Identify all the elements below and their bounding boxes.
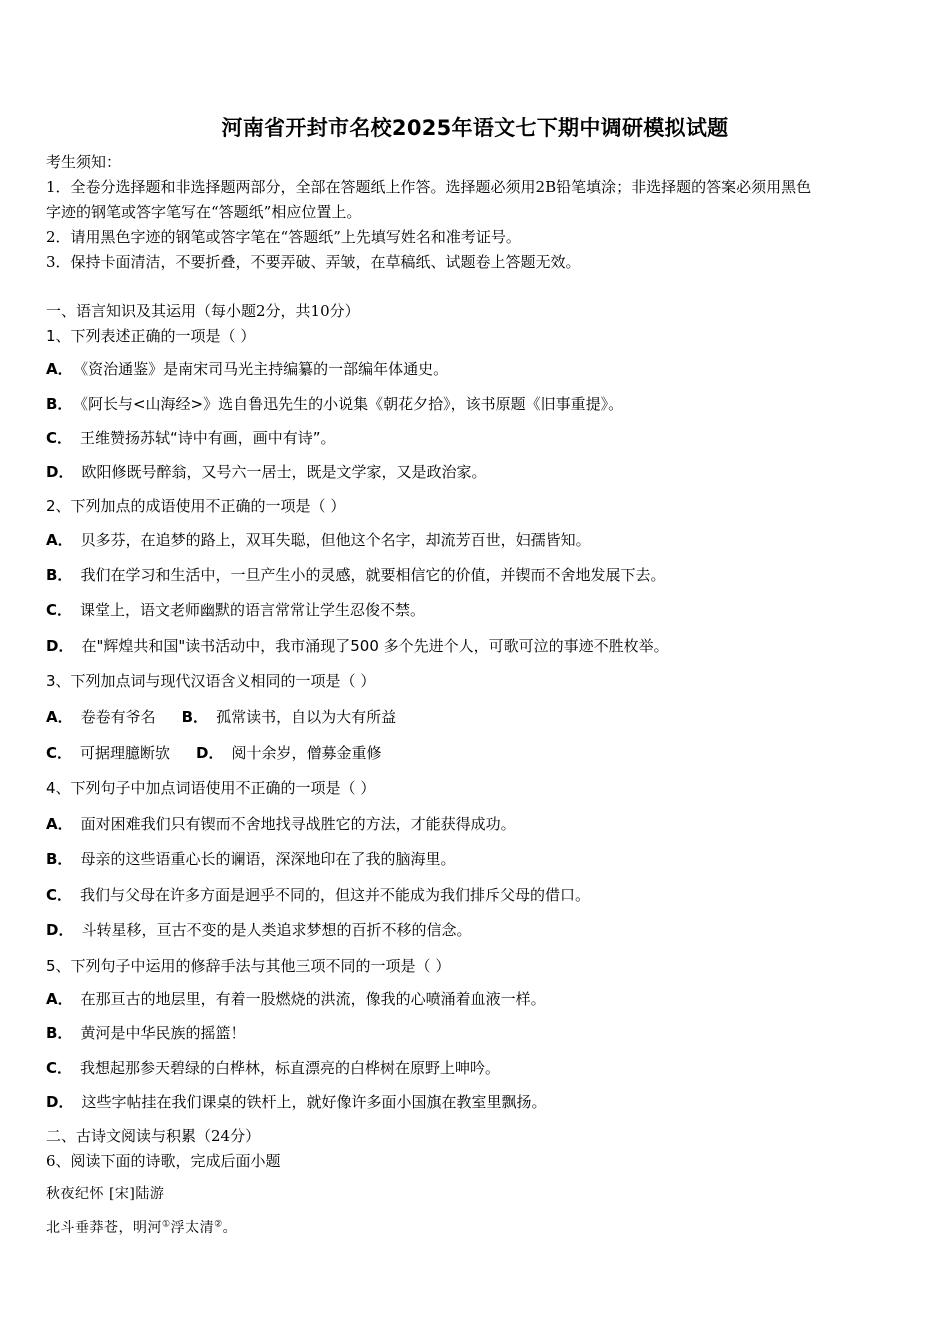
option-label: A． xyxy=(46,708,73,726)
question-2-option-c xyxy=(46,600,906,620)
question-5-option-c xyxy=(46,1058,906,1078)
option-text: 王维赞扬苏轼“诗中有画，画中有诗”。 xyxy=(80,429,336,447)
option-label: C． xyxy=(46,1059,73,1077)
question-2-option-a xyxy=(46,530,906,550)
option-label: D． xyxy=(196,744,224,762)
option-text: 在那亘古的地层里，有着一股燃烧的洪流，像我的心喷涌着血液一样。 xyxy=(80,990,546,1008)
question-5-stem: 5、下列句子中运用的修辞手法与其他三项不同的一项是（ ） xyxy=(46,957,451,975)
option-text: 黄河是中华民族的摇篮！ xyxy=(80,1024,246,1042)
option-label: B． xyxy=(46,1024,73,1042)
footnote-marker: ② xyxy=(214,1219,223,1230)
option-label: B． xyxy=(46,566,73,584)
option-text: 孤常读书，自以为大有所益 xyxy=(216,708,397,726)
option-label: A． xyxy=(46,531,73,549)
section-1-heading: 一、语言知识及其运用（每小题2分，共10分） xyxy=(46,302,360,320)
option-label: D． xyxy=(46,463,74,481)
option-text: 阅十余岁，僧募金重修 xyxy=(231,744,382,762)
section-2-heading: 二、古诗文阅读与积累（24分） xyxy=(46,1127,261,1145)
question-2-option-d xyxy=(46,636,906,656)
option-text: 面对困难我们只有锲而不舍地找寻战胜它的方法，才能获得成功。 xyxy=(80,815,516,833)
option-text: 我们在学习和生活中，一旦产生小的灵感，就要相信它的价值，并锲而不舍地发展下去。 xyxy=(80,566,666,584)
question-3-options-cd xyxy=(46,743,906,763)
option-text: 课堂上，语文老师幽默的语言常常让学生忍俊不禁。 xyxy=(80,601,426,619)
option-text: 我们与父母在许多方面是迥乎不同的，但这并不能成为我们排斥父母的借口。 xyxy=(80,886,591,904)
option-text: 贝多芬，在追梦的路上，双耳失聪，但他这个名字，却流芳百世，妇孺皆知。 xyxy=(80,531,591,549)
notice-heading: 考生须知： xyxy=(46,153,122,171)
page-title: 河南省开封市名校2025年语文七下期中调研模拟试题 xyxy=(221,116,729,140)
option-label: C． xyxy=(46,744,73,762)
option-text: 卷卷有爷名 xyxy=(80,708,156,726)
question-5-option-b xyxy=(46,1023,906,1043)
question-4-stem: 4、下列句子中加点词语使用不正确的一项是（ ） xyxy=(46,779,376,797)
option-text: 我想起那参天碧绿的白桦林，标直漂亮的白桦树在原野上呻吟。 xyxy=(80,1059,501,1077)
question-1-option-d xyxy=(46,462,906,482)
question-1-option-b xyxy=(46,394,906,414)
option-text: 《阿长与<山海经>》选自鲁迅先生的小说集《朝花夕拾》，该书原题《旧事重提》。 xyxy=(80,395,624,413)
option-text: 可据理臆断欤 xyxy=(80,744,171,762)
question-4-option-d xyxy=(46,920,906,940)
question-5-option-a xyxy=(46,989,906,1009)
question-4-option-a xyxy=(46,814,906,834)
option-label: C． xyxy=(46,429,73,447)
poem-text: 北斗垂莽苍，明河 xyxy=(46,1220,162,1236)
option-text: 欧阳修既号醉翁，又号六一居士，既是文学家，又是政治家。 xyxy=(81,463,487,481)
question-4-option-c xyxy=(46,885,906,905)
question-5-option-d xyxy=(46,1092,906,1112)
option-label: B． xyxy=(46,850,73,868)
question-2-stem: 2、下列加点的成语使用不正确的一项是（ ） xyxy=(46,497,346,515)
option-label: D． xyxy=(46,1093,74,1111)
option-text: 《资治通鉴》是南宋司马光主持编纂的一部编年体通史。 xyxy=(80,360,449,378)
notice-item-2: 2．请用黑色字迹的钢笔或答字笔在“答题纸”上先填写姓名和准考证号。 xyxy=(46,228,521,246)
poem-text: 浮太清 xyxy=(170,1220,215,1236)
poem-text: 。 xyxy=(222,1220,238,1236)
question-1-option-a xyxy=(46,359,906,379)
option-label: C． xyxy=(46,886,73,904)
question-4-option-b xyxy=(46,849,906,869)
question-6-stem: 6、阅读下面的诗歌，完成后面小题 xyxy=(46,1152,281,1170)
question-2-option-b xyxy=(46,565,906,585)
footnote-marker: ① xyxy=(162,1219,171,1230)
option-label: B． xyxy=(46,395,73,413)
question-1-option-c xyxy=(46,428,906,448)
option-text: 母亲的这些语重心长的谰语，深深地印在了我的脑海里。 xyxy=(80,850,456,868)
option-label: B． xyxy=(181,708,209,726)
poem-title: 秋夜纪怀 [宋]陆游 xyxy=(46,1186,165,1202)
option-label: C． xyxy=(46,601,73,619)
question-3-options-ab xyxy=(46,707,906,727)
notice-item-1a: 1．全卷分选择题和非选择题两部分，全部在答题纸上作答。选择题必须用2B铅笔填涂；非选择题的答案必须用黑色 xyxy=(46,178,812,196)
question-3-stem: 3、下列加点词与现代汉语含义相同的一项是（ ） xyxy=(46,672,376,690)
option-label: D． xyxy=(46,637,74,655)
notice-item-1b: 字迹的钢笔或答字笔写在“答题纸”相应位置上。 xyxy=(46,203,362,221)
question-1-stem: 1、下列表述正确的一项是（ ） xyxy=(46,327,256,345)
option-label: D． xyxy=(46,921,74,939)
option-text: 这些字帖挂在我们课桌的铁杆上，就好像许多面小国旗在教室里飘扬。 xyxy=(81,1093,547,1111)
option-label: A． xyxy=(46,815,73,833)
notice-item-3: 3．保持卡面清洁，不要折叠，不要弄破、弄皱，在草稿纸、试题卷上答题无效。 xyxy=(46,253,581,271)
poem-line-1 xyxy=(46,1218,906,1238)
option-text: 在"辉煌共和国"读书活动中，我市涌现了500 多个先进个人，可歌可泣的事迹不胜枚举。 xyxy=(81,637,669,655)
option-label: A． xyxy=(46,360,73,378)
option-text: 斗转星移，亘古不变的是人类追求梦想的百折不移的信念。 xyxy=(81,921,472,939)
option-label: A． xyxy=(46,990,73,1008)
